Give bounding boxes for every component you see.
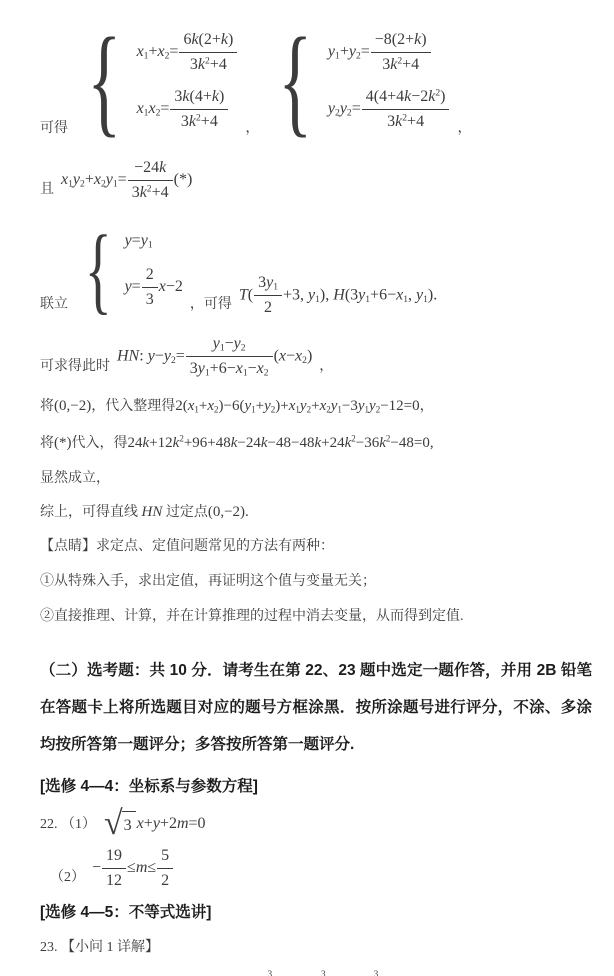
method-1-line (40, 570, 592, 593)
text-run: ， (419, 398, 434, 414)
text-run: ， (245, 121, 260, 136)
text-run: ②直接推理、计算，并在计算推理的过程中消去变量，从而得到定值. (40, 609, 464, 625)
proof-premises-line: $^3$ $^3$ $^3$ (40, 969, 592, 976)
text-run: 显然成立， (40, 471, 110, 487)
text-run: ， (319, 358, 334, 374)
text-run: ， (457, 121, 472, 136)
text-run: （2） (50, 869, 85, 885)
math-expression: T( $\frac{3y_1}{2}$ +3, $y_1$), $H(3y_1+6-x_1$, $y_1$). (238, 273, 438, 316)
text-run: [选修 4—4：坐标系与参数方程] (40, 778, 258, 796)
key-insight-line (40, 535, 592, 558)
text-run: 将 (40, 398, 54, 414)
math-expression: $2(x_1+x_2)-6(y_1+y_2)+x_1y_2+x_2y_1-3y_1y_2-12=0$ (175, 397, 420, 414)
vieta-systems-line (40, 13, 592, 148)
conclusion-line (40, 500, 592, 525)
text-run: ，代入整理得 (91, 398, 176, 414)
question-22-part2-line (40, 846, 592, 891)
text-run: 代入，得 (71, 435, 128, 451)
elective-4-5-header (40, 901, 592, 924)
math-expression: { $y=y_1$ y= $\frac{2}{3}$ x−2 (84, 216, 183, 323)
solve-system-line (40, 216, 592, 323)
math-expression: { $x_1+x_2=$ $\frac{6k(2+k)}{3k^2+4}$ $x_1x_2=$ $\frac{3k(4+k)}{3k^2+4}$ (75, 20, 238, 142)
math-expression: $x_1y_2+x_2y_1=$ $\frac{-24k}{3k^2+4}$ (*) (61, 159, 193, 201)
text-run: （二）选考题：共 10 分．请考生在第 22、23 题中选定一题作答，并用 2B 铅笔在答题卡上将所选题目对应的题号方框涂黑．按所涂题号进行评分，不涂、多涂均按所答第一题评分；多答按所答第一题评分. (40, 662, 592, 754)
text-run: 联立 (40, 297, 68, 312)
substitute-star-line (40, 431, 592, 456)
text-run: 【点睛】求定点、定值问题常见的方法有两种： (40, 539, 334, 555)
math-expression: $24k+12k^2+96+48k-24k-48-48k+24k^2-36k^2-48=0$, (127, 433, 434, 451)
math-expression: − $\frac{19}{12}$ ≤m≤ $\frac{5}{2}$ (92, 846, 174, 891)
math-expression: HN (141, 504, 163, 521)
hn-line-equation (40, 334, 592, 380)
text-run: 可得 (40, 121, 68, 136)
text-run: 22. （1） (40, 816, 96, 832)
text-run: [选修 4—5：不等式选讲] (40, 903, 212, 921)
math-expression: (*) (54, 434, 72, 451)
math-expression: { $y_1+y_2=$ $\frac{-8(2+k)}{3k^2+4}$ $y_2y_2=$ $\frac{4(4+4k-2k^2)}{3k^2+4}$ (266, 20, 450, 142)
star-equation-line (40, 158, 592, 203)
text-run: 且 (40, 182, 54, 197)
math-expression: (0,−2). (207, 504, 249, 521)
text-run: 综上，可得直线 (40, 505, 142, 521)
math-expression: (0,−2) (54, 397, 92, 414)
question-22-part1-line (40, 805, 592, 843)
elective-instructions-paragraph (40, 652, 592, 763)
method-2-line (40, 605, 592, 628)
math-expression: √ 3 x+y+2m=0 (104, 805, 206, 843)
obviously-holds-line (40, 467, 592, 490)
math-expression: HN: $y-y_2=$ $\frac{y_1-y_2}{3y_1+6-x_1-x_2}$ $(x-x_2)$ (117, 335, 313, 379)
text-run: 过定点 (162, 505, 208, 521)
text-run: 23. 【小问 1 详解】 (40, 939, 159, 955)
text-run: 将 (40, 435, 54, 451)
substitute-point-line (40, 394, 592, 419)
question-23-header-line (40, 936, 592, 959)
text-run: 可求得此时 (40, 358, 110, 374)
text-run: ，可得 (189, 297, 232, 312)
text-run: ①从特殊入手，求出定值，再证明这个值与变量无关； (40, 574, 376, 590)
elective-4-4-header (40, 775, 592, 798)
